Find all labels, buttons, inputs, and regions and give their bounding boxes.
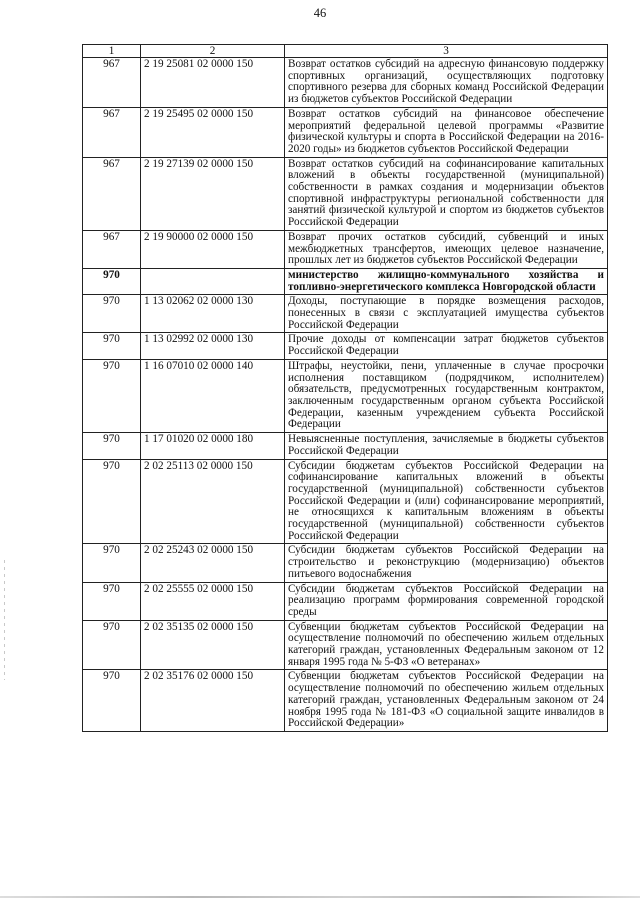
budget-code-cell: 1 17 01020 02 0000 180 (141, 433, 285, 459)
budget-code-cell: 2 19 25081 02 0000 150 (141, 58, 285, 108)
table-row (83, 58, 608, 108)
table-row (83, 359, 608, 432)
table-row (83, 295, 608, 333)
description-cell: Субвенции бюджетам субъектов Российской Федерации на осуществление полномочий по обеспечению жильем отдельных категорий граждан, установленных Федеральным законом от 24 ноября 1995 года № 181-ФЗ «О социальной защите инвалидов в Российской Федерации» (285, 670, 608, 732)
description-cell: Прочие доходы от компенсации затрат бюджетов субъектов Российской Федерации (285, 333, 608, 359)
table-row (83, 582, 608, 620)
table-row (83, 670, 608, 732)
admin-code-cell: 970 (83, 582, 141, 620)
description-cell: Возврат остатков субсидий на адресную финансовую поддержку спортивных организаций, осуществляющих подготовку спортивного резерва для сборных команд Российской Федерации из бюджетов субъектов Российской Федерации (285, 58, 608, 108)
table-body (83, 58, 608, 732)
budget-code-cell: 2 02 25555 02 0000 150 (141, 582, 285, 620)
admin-code-cell: 967 (83, 230, 141, 268)
admin-code-cell: 967 (83, 58, 141, 108)
description-cell: министерство жилищно-коммунального хозяйства и топливно-энергетического комплекса Новгородской области (285, 268, 608, 294)
admin-code-cell: 970 (83, 268, 141, 294)
description-cell: Невыясненные поступления, зачисляемые в бюджеты субъектов Российской Федерации (285, 433, 608, 459)
budget-code-cell: 2 19 90000 02 0000 150 (141, 230, 285, 268)
description-cell: Субвенции бюджетам субъектов Российской Федерации на осуществление полномочий по обеспечению жильем отдельных категорий граждан, установленных Федеральным законом от 12 января 1995 года № 5-ФЗ «О ветеранах» (285, 620, 608, 670)
description-cell: Возврат прочих остатков субсидий, субвенций и иных межбюджетных трансфертов, имеющих целевое назначение, прошлых лет из бюджетов субъектов Российской Федерации (285, 230, 608, 268)
table-row (83, 433, 608, 459)
admin-code-cell: 970 (83, 544, 141, 582)
scan-edge-artifact (0, 896, 640, 898)
table-row (83, 230, 608, 268)
column-header-admin: 1 (83, 45, 141, 58)
description-cell: Возврат остатков субсидий на софинансирование капитальных вложений в объекты государственной (муниципальной) собственности в рамках создания и модернизации объектов спортивной инфраструктуры региональной собственности для занятий физической культурой и спортом из бюджетов субъектов Российской Федерации (285, 157, 608, 230)
budget-code-cell (141, 268, 285, 294)
description-cell: Доходы, поступающие в порядке возмещения расходов, понесенных в связи с эксплуатацией имущества субъектов Российской Федерации (285, 295, 608, 333)
table-row (83, 544, 608, 582)
admin-code-cell: 970 (83, 333, 141, 359)
admin-code-cell: 970 (83, 620, 141, 670)
admin-code-cell: 970 (83, 359, 141, 432)
admin-code-cell: 970 (83, 433, 141, 459)
table-row (83, 620, 608, 670)
column-header-code: 2 (141, 45, 285, 58)
description-cell: Субсидии бюджетам субъектов Российской Федерации на софинансирование капитальных вложений в объекты государственной (муниципальной) собственности субъектов Российской Федерации и (или) софинансирование мероприятий, не относящихся к капитальным вложениям в объекты государственной (муниципальной) собственности субъектов Российской Федерации (285, 459, 608, 544)
budget-code-cell: 1 13 02062 02 0000 130 (141, 295, 285, 333)
budget-code-cell: 2 02 35176 02 0000 150 (141, 670, 285, 732)
budget-code-cell: 1 13 02992 02 0000 130 (141, 333, 285, 359)
admin-code-cell: 970 (83, 295, 141, 333)
budget-code-cell: 2 02 25113 02 0000 150 (141, 459, 285, 544)
scan-margin-artifact (4, 560, 5, 680)
admin-code-cell: 970 (83, 459, 141, 544)
budget-code-cell: 2 02 35135 02 0000 150 (141, 620, 285, 670)
budget-code-cell: 1 16 07010 02 0000 140 (141, 359, 285, 432)
budget-code-cell: 2 19 25495 02 0000 150 (141, 107, 285, 157)
admin-code-cell: 970 (83, 670, 141, 732)
revenue-classification-table (82, 44, 608, 732)
table-row (83, 459, 608, 544)
admin-code-cell: 967 (83, 157, 141, 230)
budget-code-cell: 2 19 27139 02 0000 150 (141, 157, 285, 230)
description-cell: Субсидии бюджетам субъектов Российской Федерации на реализацию программ формирования современной городской среды (285, 582, 608, 620)
table-row (83, 157, 608, 230)
table-row (83, 333, 608, 359)
budget-code-cell: 2 02 25243 02 0000 150 (141, 544, 285, 582)
table-row (83, 107, 608, 157)
description-cell: Субсидии бюджетам субъектов Российской Федерации на строительство и реконструкцию (модернизацию) объектов питьевого водоснабжения (285, 544, 608, 582)
admin-code-cell: 967 (83, 107, 141, 157)
column-header-description: 3 (285, 45, 608, 58)
description-cell: Штрафы, неустойки, пени, уплаченные в случае просрочки исполнения поставщиком (подрядчиком, исполнителем) обязательств, предусмотренных государственным контрактом, заключенным государственным органом субъекта Российской Федерации, казенным учреждением субъекта Российской Федерации (285, 359, 608, 432)
page-number: 46 (313, 6, 327, 20)
table-row-section-heading (83, 268, 608, 294)
table-header-row (83, 45, 608, 58)
description-cell: Возврат остатков субсидий на финансовое обеспечение мероприятий федеральной целевой программы «Развитие физической культуры и спорта в Российской Федерации на 2016-2020 годы» из бюджетов субъектов Российской Федерации (285, 107, 608, 157)
